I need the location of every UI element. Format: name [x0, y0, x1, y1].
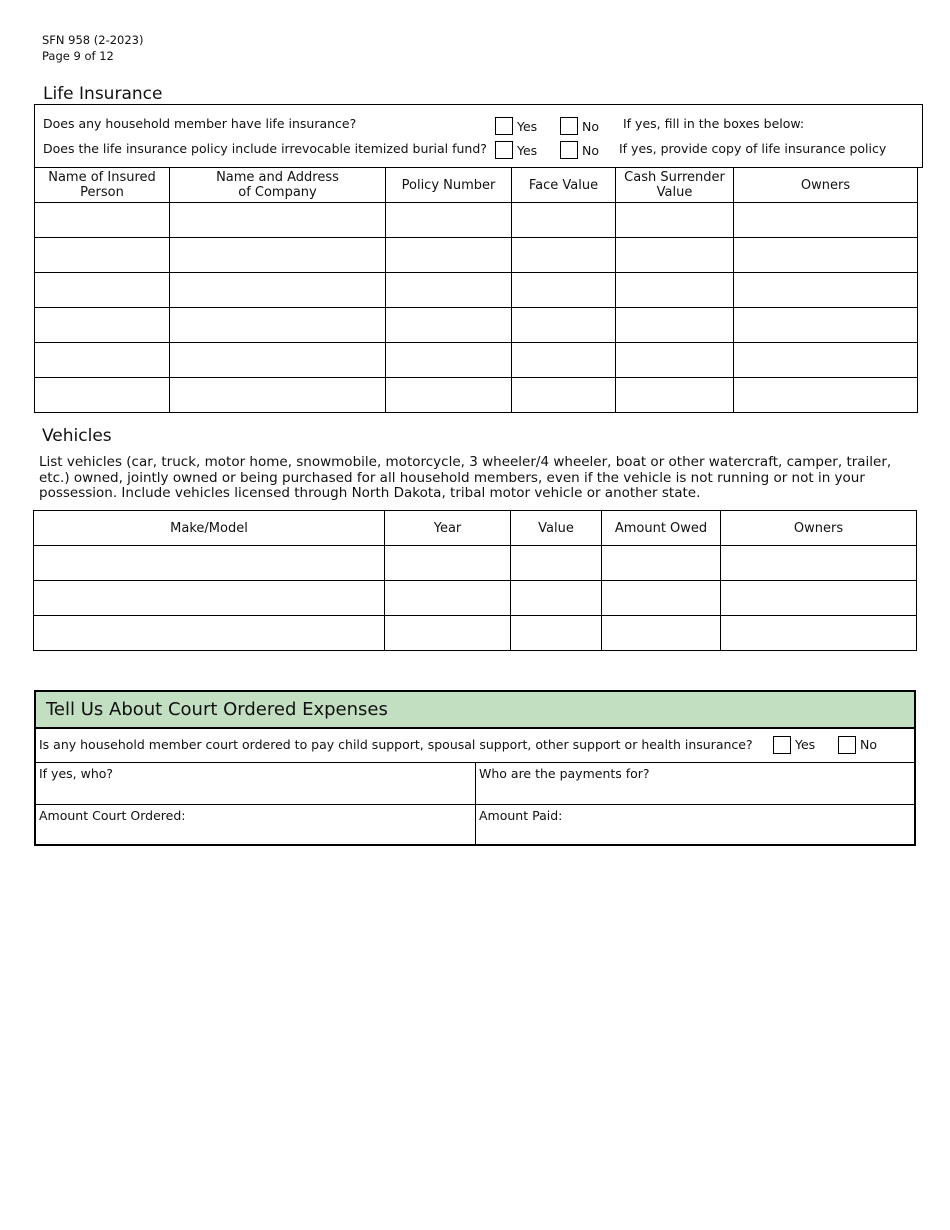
life-insurance-cell[interactable]: [386, 378, 512, 413]
life-insurance-yes-checkbox[interactable]: [495, 117, 513, 135]
life-insurance-cell[interactable]: [170, 273, 386, 308]
life-insurance-cell[interactable]: [616, 273, 734, 308]
life-insurance-cell[interactable]: [386, 203, 512, 238]
life-insurance-cell[interactable]: [386, 273, 512, 308]
life-insurance-row: [35, 378, 918, 413]
burial-fund-question: Does the life insurance policy include irrevocable itemized burial fund?: [43, 141, 487, 156]
amount-court-ordered-label: Amount Court Ordered:: [39, 808, 186, 823]
vehicle-cell[interactable]: [721, 546, 917, 581]
vehicle-cell[interactable]: [385, 546, 511, 581]
col-cash-surrender: Cash Surrender Value: [616, 168, 734, 203]
court-question-row: [36, 727, 914, 763]
vehicle-row: [34, 546, 917, 581]
life-insurance-cell[interactable]: [35, 308, 170, 343]
life-insurance-cell[interactable]: [616, 308, 734, 343]
vehicle-cell[interactable]: [511, 546, 602, 581]
court-question: Is any household member court ordered to pay child support, spousal support, other support or health insurance?: [39, 737, 753, 752]
burial-fund-yes-checkbox[interactable]: [495, 141, 513, 159]
life-insurance-yes-label: Yes: [517, 119, 538, 134]
life-insurance-cell[interactable]: [734, 378, 918, 413]
vehicle-cell[interactable]: [511, 616, 602, 651]
life-insurance-cell[interactable]: [35, 343, 170, 378]
life-insurance-cell[interactable]: [734, 308, 918, 343]
vehicle-row: [34, 581, 917, 616]
vehicle-cell[interactable]: [602, 616, 721, 651]
form-id: SFN 958 (2-2023): [42, 33, 144, 47]
burial-fund-no-label: No: [582, 143, 599, 158]
life-insurance-table: [34, 167, 918, 413]
col-name-of-insured: Name of Insured Person: [35, 168, 170, 203]
life-insurance-cell[interactable]: [35, 378, 170, 413]
col-vehicle-owners: Owners: [721, 511, 917, 546]
life-insurance-cell[interactable]: [734, 238, 918, 273]
court-yes-label: Yes: [795, 737, 816, 752]
life-insurance-cell[interactable]: [170, 238, 386, 273]
vehicle-cell[interactable]: [385, 616, 511, 651]
if-yes-who-field[interactable]: [36, 763, 476, 804]
life-insurance-cell[interactable]: [616, 203, 734, 238]
amount-court-ordered-field[interactable]: [36, 805, 476, 844]
court-no-label: No: [860, 737, 877, 752]
payments-for-field[interactable]: [476, 763, 914, 804]
life-insurance-cell[interactable]: [512, 378, 616, 413]
col-year: Year: [385, 511, 511, 546]
col-company: Name and Address of Company: [170, 168, 386, 203]
vehicle-cell[interactable]: [602, 546, 721, 581]
life-insurance-cell[interactable]: [512, 238, 616, 273]
vehicles-table: [33, 510, 917, 651]
court-who-row: [36, 763, 914, 805]
life-insurance-cell[interactable]: [170, 378, 386, 413]
life-insurance-cell[interactable]: [35, 238, 170, 273]
col-policy-number: Policy Number: [386, 168, 512, 203]
vehicles-instructions: List vehicles (car, truck, motor home, snowmobile, motorcycle, 3 wheeler/4 wheeler, boat or other watercraft, camper, trailer, etc.) owned, jointly owned or being purchased for all household members, even if the vehicle is not running or not in your possession. Include vehicles licensed through North Dakota, tribal motor vehicle or another state.: [39, 454, 892, 501]
court-expenses-title: Tell Us About Court Ordered Expenses: [46, 699, 388, 720]
life-insurance-cell[interactable]: [616, 343, 734, 378]
vehicle-cell[interactable]: [721, 581, 917, 616]
life-insurance-row: [35, 273, 918, 308]
life-insurance-cell[interactable]: [616, 238, 734, 273]
life-insurance-questions: [34, 104, 923, 168]
amount-paid-label: Amount Paid:: [479, 808, 563, 823]
life-insurance-title: Life Insurance: [43, 84, 163, 104]
col-face-value: Face Value: [512, 168, 616, 203]
vehicle-cell[interactable]: [34, 616, 385, 651]
burial-fund-note: If yes, provide copy of life insurance policy: [619, 141, 887, 156]
vehicles-title: Vehicles: [42, 426, 112, 446]
life-insurance-cell[interactable]: [512, 273, 616, 308]
life-insurance-no-checkbox[interactable]: [560, 117, 578, 135]
life-insurance-cell[interactable]: [386, 308, 512, 343]
life-insurance-cell[interactable]: [170, 343, 386, 378]
life-insurance-row: [35, 308, 918, 343]
vehicle-cell[interactable]: [602, 581, 721, 616]
vehicle-cell[interactable]: [511, 581, 602, 616]
life-insurance-cell[interactable]: [512, 343, 616, 378]
court-expenses-section: [34, 690, 916, 846]
life-insurance-row: [35, 203, 918, 238]
life-insurance-cell[interactable]: [512, 203, 616, 238]
court-amount-row: [36, 805, 914, 844]
life-insurance-cell[interactable]: [386, 343, 512, 378]
life-insurance-cell[interactable]: [734, 273, 918, 308]
life-insurance-cell[interactable]: [512, 308, 616, 343]
payments-for-label: Who are the payments for?: [479, 766, 650, 781]
court-yes-checkbox[interactable]: [773, 736, 791, 754]
life-insurance-cell[interactable]: [616, 378, 734, 413]
life-insurance-cell[interactable]: [170, 203, 386, 238]
life-insurance-cell[interactable]: [734, 203, 918, 238]
col-owners: Owners: [734, 168, 918, 203]
col-amount-owed: Amount Owed: [602, 511, 721, 546]
vehicle-row: [34, 616, 917, 651]
life-insurance-row: [35, 238, 918, 273]
life-insurance-no-label: No: [582, 119, 599, 134]
life-insurance-row: [35, 343, 918, 378]
court-expenses-header: [36, 692, 914, 729]
life-insurance-cell[interactable]: [35, 203, 170, 238]
col-value: Value: [511, 511, 602, 546]
vehicle-cell[interactable]: [385, 581, 511, 616]
life-insurance-question: Does any household member have life insurance?: [43, 116, 357, 131]
col-make-model: Make/Model: [34, 511, 385, 546]
life-insurance-cell[interactable]: [170, 308, 386, 343]
amount-paid-field[interactable]: [476, 805, 914, 844]
burial-fund-yes-label: Yes: [517, 143, 538, 158]
vehicle-cell[interactable]: [34, 581, 385, 616]
life-insurance-note: If yes, fill in the boxes below:: [623, 116, 805, 131]
if-yes-who-label: If yes, who?: [39, 766, 114, 781]
page-number: Page 9 of 12: [42, 49, 114, 63]
vehicle-cell[interactable]: [721, 616, 917, 651]
vehicle-cell[interactable]: [34, 546, 385, 581]
life-insurance-cell[interactable]: [734, 343, 918, 378]
court-no-checkbox[interactable]: [838, 736, 856, 754]
life-insurance-cell[interactable]: [35, 273, 170, 308]
burial-fund-no-checkbox[interactable]: [560, 141, 578, 159]
life-insurance-cell[interactable]: [386, 238, 512, 273]
